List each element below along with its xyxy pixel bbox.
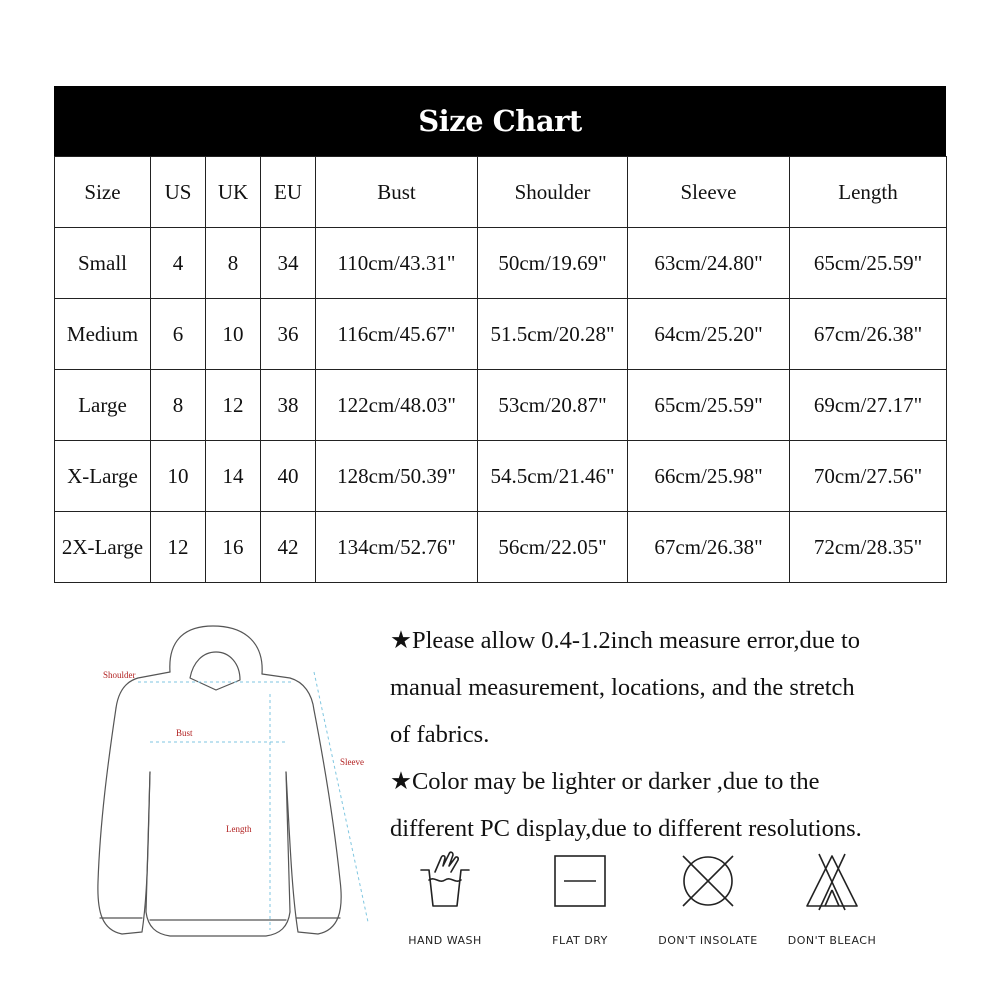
table-row (55, 512, 947, 583)
table-cell: 42 (261, 512, 316, 583)
table-cell: 116cm/45.67" (316, 299, 478, 370)
table-row (55, 299, 947, 370)
length-label: Length (226, 824, 252, 834)
note-line: ★Color may be lighter or darker ,due to the (390, 768, 820, 795)
table-cell: 65cm/25.59" (628, 370, 790, 441)
care-icons (400, 850, 920, 960)
care-item (385, 850, 505, 947)
table-cell: 67cm/26.38" (628, 512, 790, 583)
hand-wash-icon (415, 850, 475, 912)
dont-bleach-icon (801, 850, 863, 912)
table-cell: 69cm/27.17" (790, 370, 947, 441)
note-line: manual measurement, locations, and the stretch (390, 674, 855, 701)
table-cell: 10 (206, 299, 261, 370)
note-line: different PC display,due to different resolutions. (390, 815, 862, 842)
table-header-row (55, 157, 947, 228)
table-cell: 65cm/25.59" (790, 228, 947, 299)
table-cell: 16 (206, 512, 261, 583)
table-cell: 67cm/26.38" (790, 299, 947, 370)
table-cell: 70cm/27.56" (790, 441, 947, 512)
dont-insolate-label: DON'T INSOLATE (658, 934, 758, 947)
hand-wash-label: HAND WASH (408, 934, 482, 947)
table-cell: 64cm/25.20" (628, 299, 790, 370)
table-cell: 51.5cm/20.28" (478, 299, 628, 370)
header-cell: Shoulder (478, 157, 628, 228)
table-cell: 66cm/25.98" (628, 441, 790, 512)
table-cell: 2X-Large (55, 512, 151, 583)
table-cell: 34 (261, 228, 316, 299)
bust-label: Bust (176, 728, 193, 738)
table-cell: 72cm/28.35" (790, 512, 947, 583)
table-cell: 56cm/22.05" (478, 512, 628, 583)
note-line: of fabrics. (390, 721, 490, 748)
hoodie-diagram (78, 612, 388, 952)
care-item (648, 850, 768, 947)
table-cell: 110cm/43.31" (316, 228, 478, 299)
table-cell: 128cm/50.39" (316, 441, 478, 512)
table-row (55, 228, 947, 299)
table-cell: 50cm/19.69" (478, 228, 628, 299)
flat-dry-icon (550, 850, 610, 912)
table-cell: 10 (151, 441, 206, 512)
table-cell: 12 (206, 370, 261, 441)
table-cell: Small (55, 228, 151, 299)
table-row (55, 441, 947, 512)
table-cell: 122cm/48.03" (316, 370, 478, 441)
table-row (55, 370, 947, 441)
dont-bleach-label: DON'T BLEACH (787, 934, 877, 947)
header-cell: Length (790, 157, 947, 228)
shoulder-label: Shoulder (103, 670, 136, 680)
care-item (520, 850, 640, 947)
table-cell: 134cm/52.76" (316, 512, 478, 583)
table-cell: 54.5cm/21.46" (478, 441, 628, 512)
table-cell: 8 (206, 228, 261, 299)
dont-insolate-icon (677, 850, 739, 912)
table-cell: X-Large (55, 441, 151, 512)
table-cell: 12 (151, 512, 206, 583)
table-cell: 4 (151, 228, 206, 299)
table-cell: 53cm/20.87" (478, 370, 628, 441)
care-item (772, 850, 892, 947)
measurement-notes (390, 617, 990, 852)
table-cell: 36 (261, 299, 316, 370)
size-chart-title: Size Chart (54, 86, 946, 156)
header-cell: Sleeve (628, 157, 790, 228)
table-cell: Medium (55, 299, 151, 370)
table-cell: 14 (206, 441, 261, 512)
flat-dry-label: FLAT DRY (552, 934, 608, 947)
header-cell: US (151, 157, 206, 228)
header-cell: Bust (316, 157, 478, 228)
table-cell: 6 (151, 299, 206, 370)
size-chart (54, 86, 946, 583)
size-table (54, 156, 947, 583)
hoodie-outline-icon (78, 612, 388, 952)
table-cell: 40 (261, 441, 316, 512)
table-cell: 38 (261, 370, 316, 441)
table-cell: 8 (151, 370, 206, 441)
header-cell: UK (206, 157, 261, 228)
header-cell: EU (261, 157, 316, 228)
header-cell: Size (55, 157, 151, 228)
table-cell: Large (55, 370, 151, 441)
note-line: ★Please allow 0.4-1.2inch measure error,due to (390, 627, 860, 654)
sleeve-label: Sleeve (340, 757, 364, 767)
table-cell: 63cm/24.80" (628, 228, 790, 299)
